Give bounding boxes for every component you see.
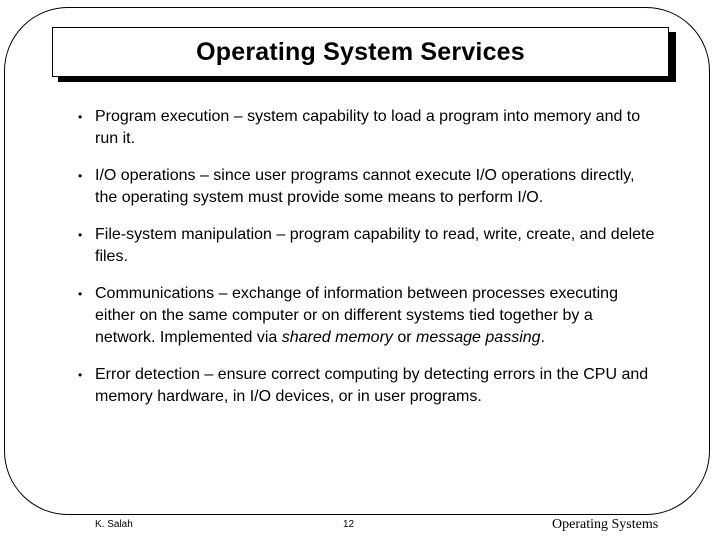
- bullet-text: Error detection – ensure correct computing by detecting errors in the CPU and memory hardware, in I/O devices, or in user programs.: [95, 366, 649, 405]
- bullet-dot-icon: •: [78, 368, 83, 382]
- bullet-emphasis: shared memory: [281, 329, 393, 346]
- bullet-dot-icon: •: [78, 110, 83, 124]
- bullet-item: [78, 165, 655, 209]
- bullet-dot-icon: •: [78, 169, 83, 183]
- bullet-text: .: [540, 329, 545, 346]
- bullet-dot-icon: •: [78, 287, 83, 301]
- bullet-item: [78, 364, 655, 408]
- bullet-text: Program execution – system capability to load a program into memory and to run it.: [95, 108, 641, 147]
- bullet-item: [78, 224, 655, 268]
- bullet-item: [78, 106, 655, 150]
- slide-title: Operating System Services: [196, 37, 525, 66]
- bullet-item: [78, 283, 655, 349]
- bullet-text: I/O operations – since user programs cannot execute I/O operations directly, the operating system must provide some means to perform I/O.: [95, 167, 635, 206]
- footer-course-title: Operating Systems: [552, 517, 659, 532]
- bullet-text: or: [392, 329, 417, 346]
- title-box: [52, 27, 669, 77]
- footer-page-number: 12: [343, 519, 355, 530]
- bullet-dot-icon: •: [78, 228, 83, 242]
- bullet-text: Communications – exchange of information between processes executing either on the same computer or on different systems tied together by a network. Implemented via: [95, 285, 618, 346]
- footer-author: K. Salah: [95, 519, 133, 530]
- bullet-text: File-system manipulation – program capability to read, write, create, and delete files.: [95, 226, 655, 265]
- bullet-emphasis: message passing: [416, 329, 541, 346]
- bullet-list: [78, 106, 655, 423]
